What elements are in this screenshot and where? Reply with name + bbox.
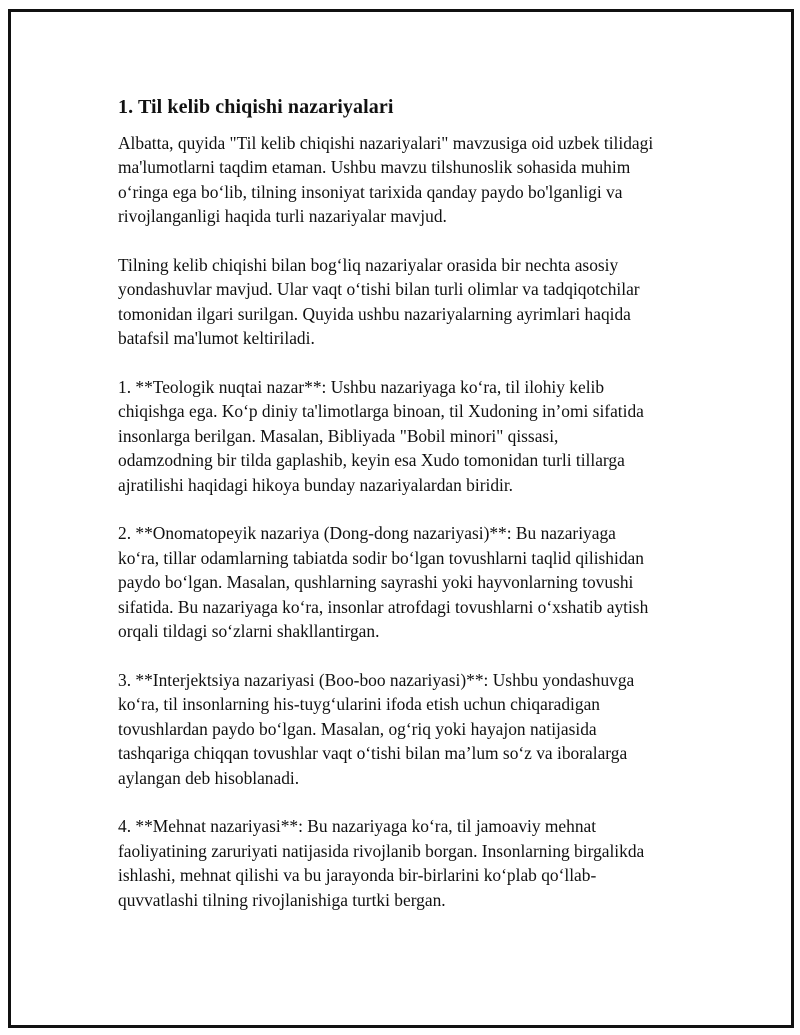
document-body [118, 95, 718, 936]
document-title: 1. Til kelib chiqishi nazariyalari [118, 96, 394, 118]
paragraph-intro: Albatta, quyida "Til kelib chiqishi nazariyalari" mavzusiga oid uzbek tilidagi ma'lumotlarni taqdim etaman. Ushbu mavzu tilshunoslik sohasida muhim o‘ringa ega bo‘lib, tilning insoniyat tarixida qanday paydo bo'lganligi va rivojlanganligi haqida turli nazariyalar mavjud. [118, 133, 654, 227]
paragraph-onomatopoeic-theory: 2. **Onomatopeyik nazariya (Dong-dong nazariyasi)**: Bu nazariyaga ko‘ra, tillar odamlarning tabiatda sodir bo‘lgan tovushlarni taqlid qilishidan paydo bo‘lgan. Masalan, qushlarning sayrashi yoki hayvonlarning tovushi sifatida. Bu nazariyaga ko‘ra, insonlar atrofdagi tovushlarni o‘xshatib aytish orqali tildagi so‘zlarni shakllantirgan. [118, 523, 649, 642]
paragraph-labor-theory: 4. **Mehnat nazariyasi**: Bu nazariyaga ko‘ra, til jamoaviy mehnat faoliyatining zaruriyati natijasida rivojlanib borgan. Insonlarning birgalikda ishlashi, mehnat qilishi va bu jarayonda bir-birlarini ko‘plab qo‘llab- quvvatlashi tilning rivojlanishiga turtki bergan. [118, 816, 645, 910]
paragraph-theological-theory: 1. **Teologik nuqtai nazar**: Ushbu nazariyaga ko‘ra, til ilohiy kelib chiqishga ega. Ko‘p diniy ta'limotlarga binoan, til Xudoning in’omi sifatida insonlarga berilgan. Masalan, Bibliyada "Bobil minori" qissasi, odamzodning bir tilda gaplashib, keyin esa Xudo tomonidan turli tillarga ajratilishi haqidagi hikoya bunday nazariyalardan biridir. [118, 377, 644, 495]
paragraph-interjection-theory: 3. **Interjektsiya nazariyasi (Boo-boo nazariyasi)**: Ushbu yondashuvga ko‘ra, til insonlarning his-tuyg‘ularini ifoda etish uchun chiqaradigan tovushlardan paydo bo‘lgan. Masalan, og‘riq yoki hayajon natijasida tashqariga chiqqan tovushlar vaqt o‘tishi bilan ma’lum so‘z va iboralarga aylangan deb hisoblanadi. [118, 669, 635, 788]
paragraph-overview: Tilning kelib chiqishi bilan bog‘liq nazariyalar orasida bir nechta asosiy yondashuvlar mavjud. Ular vaqt o‘tishi bilan turli olimlar va tadqiqotchilar tomonidan ilgari surilgan. Quyida ushbu nazariyalarning ayrimlari haqida batafsil ma'lumot keltiriladi. [118, 255, 640, 349]
